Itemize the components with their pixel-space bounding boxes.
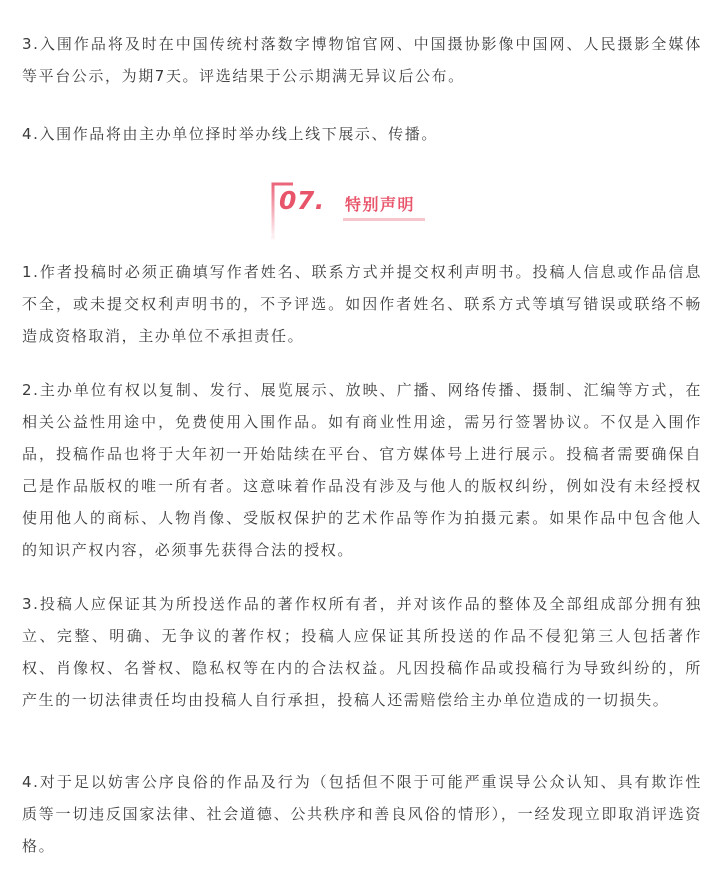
section-heading-07 — [269, 178, 429, 236]
paragraph-statement-3: 3.投稿人应保证其为所投送作品的著作权所有者，并对该作品的整体及全部组成部分拥有独立、完整、明确、无争议的著作权；投稿人应保证其所投送的作品不侵犯第三人包括著作权、肖像权、名誉权、隐私权等在内的合法权益。凡因投稿作品或投稿行为导致纠纷的，所产生的一切法律责任均由投稿人自行承担，投稿人还需赔偿给主办单位造成的一切损失。 — [22, 595, 702, 709]
section-title-underline — [343, 218, 425, 221]
paragraph-section6-item4: 4.入围作品将由主办单位择时举办线上线下展示、传播。 — [22, 125, 438, 143]
paragraph-statement-4: 4.对于足以妨害公序良俗的作品及行为（包括但不限于可能严重误导公众认知、具有欺诈性质等一切违反国家法律、社会道德、公共秩序和善良风俗的情形），一经发现立即取消评选资格。 — [22, 773, 702, 855]
section-number: 07. — [279, 186, 325, 215]
section-title: 特别声明 — [345, 195, 416, 214]
paragraph-statement-2: 2.主办单位有权以复制、发行、展览展示、放映、广播、网络传播、摄制、汇编等方式，在相关公益性用途中，免费使用入围作品。如有商业性用途，需另行签署协议。不仅是入围作品，投稿作品也将于大年初一开始陆续在平台、官方媒体号上进行展示。投稿者需要确保自己是作品版权的唯一所有者。这意味着作品没有涉及与他人的版权纠纷，例如没有未经授权使用他人的商标、人物肖像、受版权保护的艺术作品等作为拍摄元素。如果作品中包含他人的知识产权内容，必须事先获得合法的授权。 — [22, 381, 702, 559]
paragraph-statement-1: 1.作者投稿时必须正确填写作者姓名、联系方式并提交权利声明书。投稿人信息或作品信息不全，或未提交权利声明书的，不予评选。如因作者姓名、联系方式等填写错误或联络不畅造成资格取消，主办单位不承担责任。 — [22, 263, 702, 345]
paragraph-section6-item3: 3.入围作品将及时在中国传统村落数字博物馆官网、中国摄协影像中国网、人民摄影全媒体等平台公示，为期7天。评选结果于公示期满无异议后公布。 — [22, 35, 702, 85]
